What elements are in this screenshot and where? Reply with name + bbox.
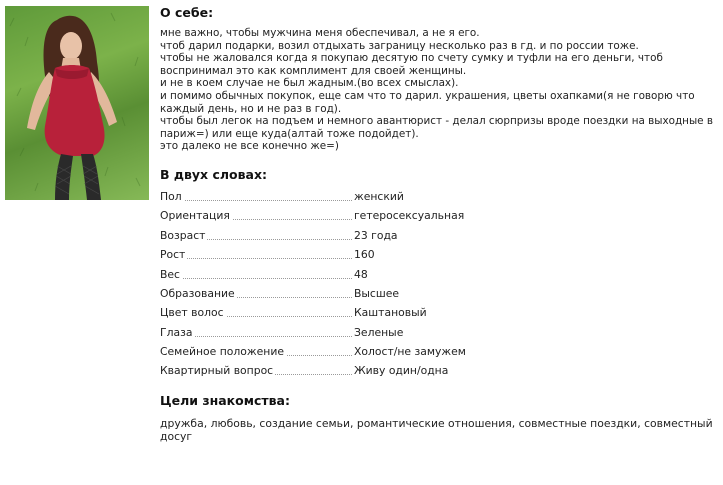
attribute-row — [160, 226, 720, 245]
about-line: париж=) или еще куда(алтай тоже подойдет). — [160, 127, 419, 140]
attribute-label: Семейное положение — [160, 345, 284, 359]
attribute-value: Живу один/одна — [354, 364, 449, 378]
attribute-row — [160, 323, 720, 342]
attribute-value: женский — [354, 189, 404, 203]
attribute-row — [160, 361, 720, 380]
attribute-label: Глаза — [160, 325, 193, 339]
about-title: О себе: — [160, 5, 214, 20]
about-line: чтобы был легок на подъем и немного авантюрист - делал сюрпризы вроде поездки на выходные в — [160, 115, 713, 128]
about-line: мне важно, чтобы мужчина меня обеспечивал, а не я его. — [160, 27, 480, 39]
attribute-value: 23 года — [354, 228, 398, 242]
about-line: и помимо обычных покупок, еще сам что то дарил. украшения, цветы охапками(я не говорю что — [160, 89, 695, 102]
profile-content — [160, 5, 720, 443]
about-line: воспринимал это как комплимент для своей женщины. — [160, 64, 467, 77]
attribute-label: Ориентация — [160, 209, 230, 223]
about-line: каждый день, но и не раз в год). — [160, 102, 342, 115]
goals-title: Цели знакомства: — [160, 392, 290, 408]
attribute-row — [160, 187, 720, 206]
attribute-label: Образование — [160, 286, 235, 300]
profile-photo-icon — [5, 6, 149, 200]
attribute-label: Пол — [160, 189, 182, 203]
attribute-row — [160, 265, 720, 284]
attribute-value: Холост/не замужем — [354, 345, 466, 359]
profile-photo[interactable] — [5, 6, 149, 200]
goals-text: дружба, любовь, создание семьи, романтические отношения, совместные поездки, совместный досуг — [160, 416, 713, 443]
about-line: чтобы не жаловался когда я покупаю десятую по счету сумку и туфли на его деньги, чтоб — [160, 52, 663, 65]
attribute-value: Каштановый — [354, 306, 427, 320]
attribute-row — [160, 245, 720, 264]
attribute-value: 160 — [354, 248, 375, 262]
attribute-label: Рост — [160, 248, 186, 262]
attribute-value: Высшее — [354, 286, 400, 300]
attribute-row — [160, 303, 720, 322]
about-line: и не в коем случае не был жадным.(во всех смыслах). — [160, 77, 459, 90]
about-line: это далеко не все конечно же=) — [160, 140, 339, 153]
attribute-value: 48 — [354, 267, 368, 281]
about-text — [160, 27, 720, 153]
attribute-row — [160, 342, 720, 361]
attribute-value: гетеросексуальная — [354, 209, 465, 223]
about-line: чтоб дарил подарки, возил отдыхать заграницу несколько раз в гд. и по россии тоже. — [160, 39, 639, 52]
attribute-label: Квартирный вопрос — [160, 364, 274, 378]
two-words-title: В двух словах: — [160, 166, 268, 182]
attribute-label: Возраст — [160, 228, 206, 242]
attribute-label: Цвет волос — [160, 306, 224, 320]
attribute-row — [160, 284, 720, 303]
attribute-label: Вес — [160, 267, 180, 281]
attribute-row — [160, 206, 720, 225]
attribute-value: Зеленые — [354, 325, 404, 339]
attributes-table — [160, 187, 720, 381]
